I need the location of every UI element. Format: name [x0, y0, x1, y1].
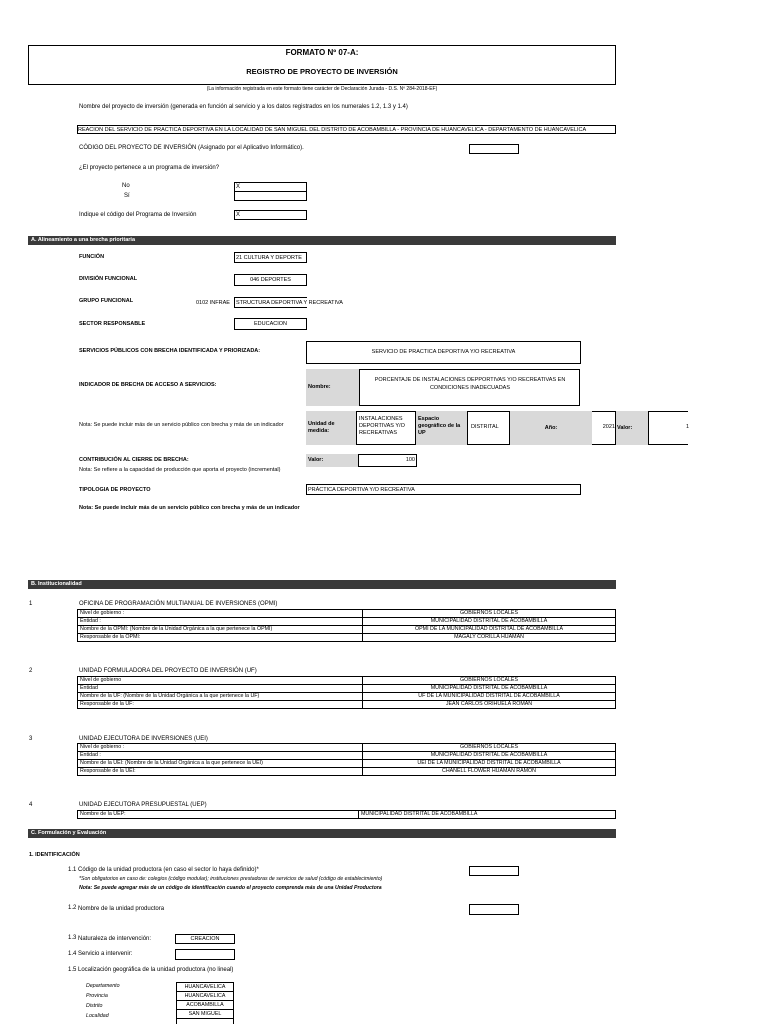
row-label: Responsable de la OPMI: — [78, 634, 363, 642]
programa-code-input[interactable] — [234, 210, 307, 220]
contribucion-valor[interactable]: 100 — [405, 457, 415, 463]
funcion-label: FUNCIÓN — [79, 254, 105, 260]
row-value: GOBIERNOS LOCALES — [363, 744, 616, 752]
no-check-mark: X — [236, 184, 241, 190]
table-row — [78, 634, 616, 642]
anio-value: 2021 — [602, 424, 615, 430]
sector-field[interactable] — [234, 318, 307, 330]
row-value: CHANELL FLOWER HUAMAN RAMON — [363, 768, 616, 776]
row-value: GOBIERNOS LOCALES — [363, 610, 616, 618]
section-c-bar: C. Formulación y Evaluación — [28, 829, 616, 838]
programa-code-value: X — [236, 212, 241, 218]
loc-distrito-label: Distrito — [86, 1003, 103, 1009]
n11: 1.1 — [68, 867, 77, 873]
opmi-table — [77, 609, 616, 642]
loc-provincia-value[interactable]: HUANCAVELICA — [176, 991, 234, 1001]
table-row — [78, 677, 616, 685]
codigo-up-input[interactable] — [469, 866, 519, 876]
row-label: Responsable de la UEI: — [78, 768, 363, 776]
grupo-label: GRUPO FUNCIONAL — [79, 298, 134, 304]
codigo-up-note2: Nota: Se puede agregar más de un código de identificación cuando el proyecto comprenda más de una Unidad Productora — [79, 885, 382, 891]
unidad-label: Unidad de medida: — [306, 411, 357, 445]
tipologia-field[interactable] — [306, 484, 581, 495]
codigo-label: CÓDIGO DEL PROYECTO DE INVERSIÓN (Asignado por el Aplicativo Informático). — [79, 145, 304, 151]
programa-code-label: Indique el código del Programa de Inversión — [79, 212, 197, 218]
row-value: GOBIERNOS LOCALES — [363, 677, 616, 685]
table-row — [78, 768, 616, 776]
funcion-field[interactable] — [234, 252, 307, 263]
nombre-proyecto-field[interactable] — [77, 125, 616, 134]
table-row — [78, 744, 616, 752]
row-label: Nivel de gobierno : — [78, 610, 363, 618]
tipologia-label: TIPOLOGIA DE PROYECTO — [79, 487, 151, 493]
block-3-title: UNIDAD EJECUTORA DE INVERSIONES (UEI) — [79, 736, 208, 742]
table-row — [78, 811, 616, 819]
grupo-value: STRUCTURA DEPORTIVA Y RECREATIVA — [236, 300, 343, 306]
table-row — [78, 701, 616, 709]
division-value: 046 DEPORTES — [250, 277, 291, 283]
row-label: Responsable de la UF: — [78, 701, 363, 709]
no-label: No — [122, 183, 130, 189]
n12: 1.2 — [68, 905, 77, 911]
block-3-num: 3 — [29, 736, 33, 742]
registro-title: REGISTRO DE PROYECTO DE INVERSIÓN — [246, 67, 398, 76]
row-value: MUNICIPALIDAD DISTRITAL DE ACOBAMBILLA — [363, 685, 616, 693]
row-value: JEAN CARLOS ORIHUELA ROMAN — [363, 701, 616, 709]
funcion-value: 21 CULTURA Y DEPORTE — [236, 255, 302, 261]
nota-servicio: Nota: Se puede incluir más de un servicio público con brecha y más de un indicador — [79, 422, 284, 428]
loc-localidad-label: Localidad — [86, 1013, 109, 1019]
row-label: Entidad : — [78, 618, 363, 626]
nombre-proyecto-value: REACION DEL SERVICIO DE PRACTICA DEPORTIVA EN LA LOCALIDAD DE SAN MIGUEL DEL DISTRITO DE ACOBAMBILLA - PROVINCIA DE HUANCAVELICA - DEPARTAMENTO DE HUANCAVELICA — [78, 127, 587, 133]
row-value: UF DE LA MUNICIPALIDAD DISTRITAL DE ACOBAMBILLA — [363, 693, 616, 701]
programa-question: ¿El proyecto pertenece a un programa de inversión? — [79, 165, 220, 171]
block-4-title: UNIDAD EJECUTORA PRESUPUESTAL (UEP) — [79, 802, 207, 808]
grupo-field[interactable] — [234, 297, 343, 308]
si-label: Sí — [124, 193, 130, 199]
espacio-label: Espacio geográfico de la UP — [415, 411, 468, 445]
naturaleza-value: CREACION — [190, 936, 220, 942]
servicio-intervenir-input[interactable] — [175, 949, 235, 960]
section-a-bar: A. Alineamiento a una brecha prioritaria — [28, 236, 616, 245]
localizacion-label: Localización geográfica de la unidad productora (no lineal) — [78, 967, 234, 973]
declaracion-note: (La información registrada en este formato tiene carácter de Declaración Jurada - D.S. Nº 284-2018-EF) — [206, 86, 438, 92]
grupo-code: 0102 INFRAE — [196, 300, 230, 306]
servicios-value: SERVICIO DE PRACTICA DEPORTIVA Y/O RECREATIVA — [371, 349, 516, 355]
table-row — [78, 618, 616, 626]
contribucion-valor-label: Valor: — [306, 454, 359, 467]
indicador-nombre-label: Nombre: — [306, 369, 360, 406]
row-label: Nombre de la OPMI: (Nombre de la Unidad Orgánica a la que pertenece la OPMI) — [78, 626, 363, 634]
block-1-num: 1 — [29, 601, 33, 607]
si-checkbox[interactable] — [234, 191, 307, 201]
division-field[interactable] — [234, 274, 307, 286]
section-b-bar: B. Institucionalidad — [28, 580, 616, 589]
nombre-up-input[interactable] — [469, 904, 519, 915]
valor-label: Valor: — [615, 411, 649, 445]
row-label: Entidad : — [78, 752, 363, 760]
row-label: Nivel de gobierno : — [78, 744, 363, 752]
block-1-title: OFICINA DE PROGRAMACIÓN MULTIANUAL DE INVERSIONES (OPMI) — [79, 601, 278, 607]
codigo-up-note1: *Son obligatorios en caso de: colegios (código modular); instituciones prestadoras de servicios de salud (código de establecimiento) — [79, 876, 383, 882]
n15: 1.5 — [68, 967, 77, 973]
valor-value: 1 — [685, 424, 689, 430]
row-value: MAGALY CORILLA HUAMAN — [363, 634, 616, 642]
codigo-input[interactable] — [469, 144, 519, 154]
nota-final: Nota: Se puede incluir más de un servicio público con brecha y más de un indicador — [79, 505, 300, 511]
sector-label: SECTOR RESPONSABLE — [79, 321, 146, 327]
tipologia-value: PRÁCTICA DEPORTIVA Y/O RECREATIVA — [308, 487, 415, 493]
nombre-up-label: Nombre de la unidad productora — [78, 906, 165, 912]
row-label: Nombre de la UEP: — [78, 811, 359, 819]
row-value: UEI DE LA MUNICIPALIDAD DISTRITAL DE ACOBAMBILLA — [363, 760, 616, 768]
loc-departamento-value[interactable]: HUANCAVELICA — [176, 982, 234, 992]
naturaleza-field[interactable] — [175, 934, 235, 944]
table-row — [78, 752, 616, 760]
table-row — [78, 685, 616, 693]
division-label: DIVISIÓN FUNCIONAL — [79, 276, 138, 282]
anio-label: Año: — [509, 411, 592, 445]
servicio-intervenir-label: Servicio a intervenir: — [78, 951, 133, 957]
block-4-num: 4 — [29, 802, 33, 808]
row-label: Nombre de la UEI: (Nombre de la Unidad Orgánica a la que pertenece la UEI) — [78, 760, 363, 768]
naturaleza-label: Naturaleza de intervención: — [78, 936, 152, 942]
unidad-value: INSTALACIONES DEPORTIVAS Y/O RECREATIVAS — [359, 416, 405, 436]
espacio-value: DISTRITAL — [471, 424, 499, 430]
nombre-proyecto-label: Nombre del proyecto de inversión (generada en función al servicio y a los datos registrados en los numerales 1.2, 1.3 y 1.4) — [79, 104, 408, 110]
row-label: Nombre de la UF: (Nombre de la Unidad Orgánica a la que pertenece la UF) — [78, 693, 363, 701]
block-2-num: 2 — [29, 668, 33, 674]
indicador-value: PORCENTAJE DE INSTALACIONES DEPPORTIVAS Y/O RECREATIVAS EN CONDICIONES INADECUADAS — [374, 377, 566, 391]
indicador-label: INDICADOR DE BRECHA DE ACCESO A SERVICIOS: — [79, 382, 217, 388]
contribucion-nota: Nota: Se refiere a la capacidad de producción que aporta el proyecto (incremental) — [79, 467, 281, 473]
row-label: Nivel de gobierno — [78, 677, 363, 685]
uf-table — [77, 676, 616, 709]
formato-title: FORMATO Nº 07-A: — [285, 48, 359, 57]
loc-localidad-value[interactable]: SAN MIGUEL — [176, 1009, 234, 1019]
loc-provincia-label: Provincia — [86, 993, 108, 999]
servicios-label: SERVICIOS PÚBLICOS CON BRECHA IDENTIFICADA Y PRIORIZADA: — [79, 348, 261, 354]
loc-distrito-value[interactable]: ACOBAMBILLA — [176, 1000, 234, 1010]
loc-departamento-label: Departamento — [86, 983, 120, 989]
table-row — [78, 693, 616, 701]
uei-table — [77, 743, 616, 776]
row-value: OPMI DE LA MUNICIPALIDAD DISTRITAL DE ACOBAMBILLA — [363, 626, 616, 634]
table-row — [78, 626, 616, 634]
n13: 1.3 — [68, 935, 77, 941]
contribucion-label: CONTRIBUCIÓN AL CIERRE DE BRECHA: — [79, 457, 189, 463]
table-row — [78, 610, 616, 618]
block-2-title: UNIDAD FORMULADORA DEL PROYECTO DE INVERSIÓN (UF) — [79, 668, 257, 674]
uep-table — [77, 810, 616, 819]
table-row — [78, 760, 616, 768]
sector-value: EDUCACION — [253, 321, 287, 327]
n14: 1.4 — [68, 951, 77, 957]
loc-extra-row — [176, 1018, 234, 1024]
codigo-up-label: Código de la unidad productora (en caso el sector lo haya definido)* — [78, 867, 259, 873]
identificacion-heading: 1. IDENTIFICACIÓN — [29, 852, 80, 858]
row-value: MUNICIPALIDAD DISTRITAL DE ACOBAMBILLA — [363, 752, 616, 760]
row-value: MUNICIPALIDAD DISTRITAL DE ACOBAMBILLA — [363, 618, 616, 626]
row-label: Entidad — [78, 685, 363, 693]
row-value: MUNICIPALIDAD DISTRITAL DE ACOBAMBILLA — [359, 811, 616, 819]
servicios-field[interactable] — [306, 341, 581, 364]
